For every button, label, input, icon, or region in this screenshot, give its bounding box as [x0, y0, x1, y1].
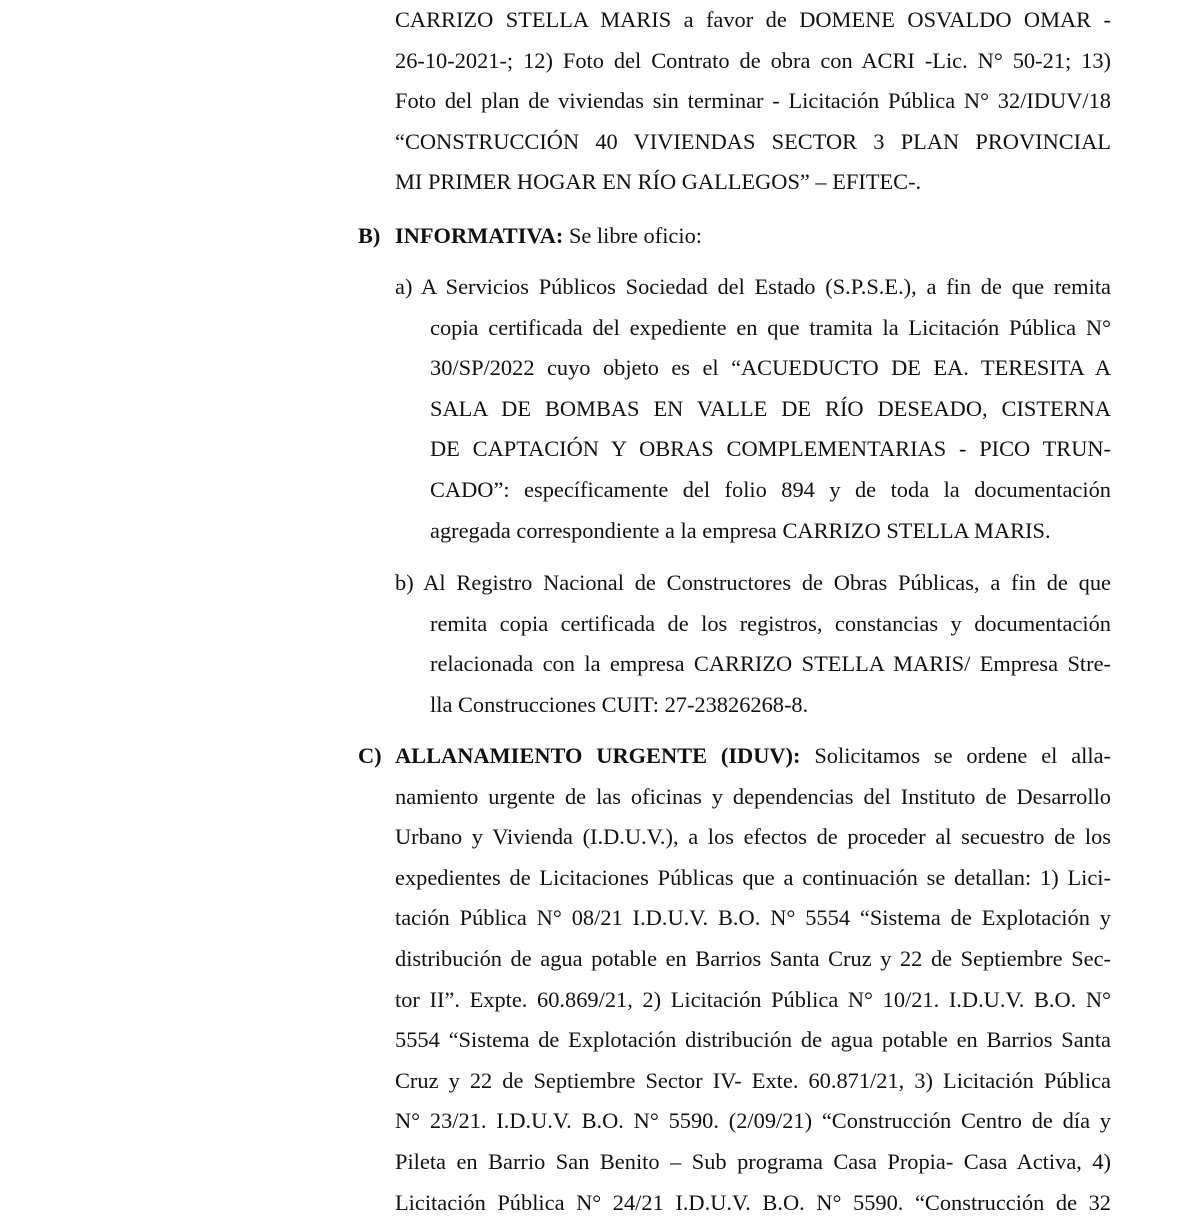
text-line: lla Construcciones CUIT: 27-23826268-8.: [430, 691, 809, 717]
text-line: tor II”. Expte. 60.869/21, 2) Licitación Pública N° 10/21. I.D.U.V. B.O. N°: [395, 986, 1111, 1012]
item-text: Al Registro Nacional de Constructores de Obras Públicas, a fin de que: [423, 570, 1111, 595]
item-marker: b): [395, 570, 414, 595]
list-item: [395, 563, 1111, 725]
section-b-heading: INFORMATIVA:: [395, 223, 564, 248]
text-line: 26-10-2021-; 12) Foto del Contrato de obra con ACRI -Lic. N° 50-21; 13): [395, 47, 1111, 73]
list-item: [395, 267, 1111, 551]
text-line: DE CAPTACIÓN Y OBRAS COMPLEMENTARIAS - PICO TRUN-: [430, 436, 1111, 462]
text-line: Foto del plan de viviendas sin terminar - Licitación Pública N° 32/IDUV/18: [395, 88, 1111, 114]
continuation-paragraph: [395, 0, 1111, 203]
text-line: remita copia certificada de los registros, constancias y documentación: [430, 610, 1111, 636]
text-line: N° 23/21. I.D.U.V. B.O. N° 5590. (2/09/21) “Construcción Centro de día y: [395, 1108, 1111, 1134]
text-line: expedientes de Licitaciones Públicas que a continuación se detallan: 1) Lici-: [395, 864, 1111, 890]
text-line: copia certificada del expediente en que tramita la Licitación Pública N°: [430, 314, 1111, 340]
text-line: [395, 736, 1111, 777]
section-c-letter: C): [358, 743, 382, 768]
text-line: SALA DE BOMBAS EN VALLE DE RÍO DESEADO, CISTERNA: [430, 395, 1111, 421]
item-text: A Servicios Públicos Sociedad del Estado (S.P.S.E.), a fin de que remita: [420, 274, 1111, 299]
text-line: 30/SP/2022 cuyo objeto es el “ACUEDUCTO DE EA. TERESITA A: [430, 355, 1111, 381]
text-line: Cruz y 22 de Septiembre Sector IV- Exte. 60.871/21, 3) Licitación Pública: [395, 1067, 1111, 1093]
text-line: [395, 267, 1111, 308]
section-c-heading: ALLANAMIENTO URGENTE (IDUV):: [395, 743, 801, 768]
text-line: 5554 “Sistema de Explotación distribución de agua potable en Barrios Santa: [395, 1027, 1111, 1053]
text-line: MI PRIMER HOGAR EN RÍO GALLEGOS” – EFITEC-.: [395, 169, 922, 195]
section-c-first-line: Solicitamos se ordene el alla-: [800, 743, 1111, 768]
item-marker: a): [395, 274, 413, 299]
text-line: namiento urgente de las oficinas y dependencias del Instituto de Desarrollo: [395, 783, 1111, 809]
section-b-heading-line: [395, 216, 1111, 257]
text-line: CADO”: específicamente del folio 894 y de toda la documentación: [430, 476, 1111, 502]
text-line: [395, 563, 1111, 604]
section-c-paragraph: [395, 736, 1111, 1223]
text-line: CARRIZO STELLA MARIS a favor de DOMENE OSVALDO OMAR -: [395, 7, 1111, 32]
text-line: Urbano y Vivienda (I.D.U.V.), a los efectos de proceder al secuestro de los: [395, 824, 1111, 850]
text-line: tación Pública N° 08/21 I.D.U.V. B.O. N° 5554 “Sistema de Explotación y: [395, 905, 1111, 931]
text-line: Licitación Pública N° 24/21 I.D.U.V. B.O. N° 5590. “Construcción de 32: [395, 1189, 1111, 1215]
section-b-text: Se libre oficio:: [563, 223, 703, 248]
text-line: distribución de agua potable en Barrios Santa Cruz y 22 de Septiembre Sec-: [395, 945, 1111, 971]
text-line: Pileta en Barrio San Benito – Sub programa Casa Propia- Casa Activa, 4): [395, 1148, 1111, 1174]
text-line: “CONSTRUCCIÓN 40 VIVIENDAS SECTOR 3 PLAN PROVINCIAL: [395, 128, 1111, 154]
section-b-letter: B): [358, 223, 381, 248]
text-line: agregada correspondiente a la empresa CARRIZO STELLA MARIS.: [430, 517, 1051, 543]
text-line: relacionada con la empresa CARRIZO STELLA MARIS/ Empresa Stre-: [430, 651, 1111, 677]
